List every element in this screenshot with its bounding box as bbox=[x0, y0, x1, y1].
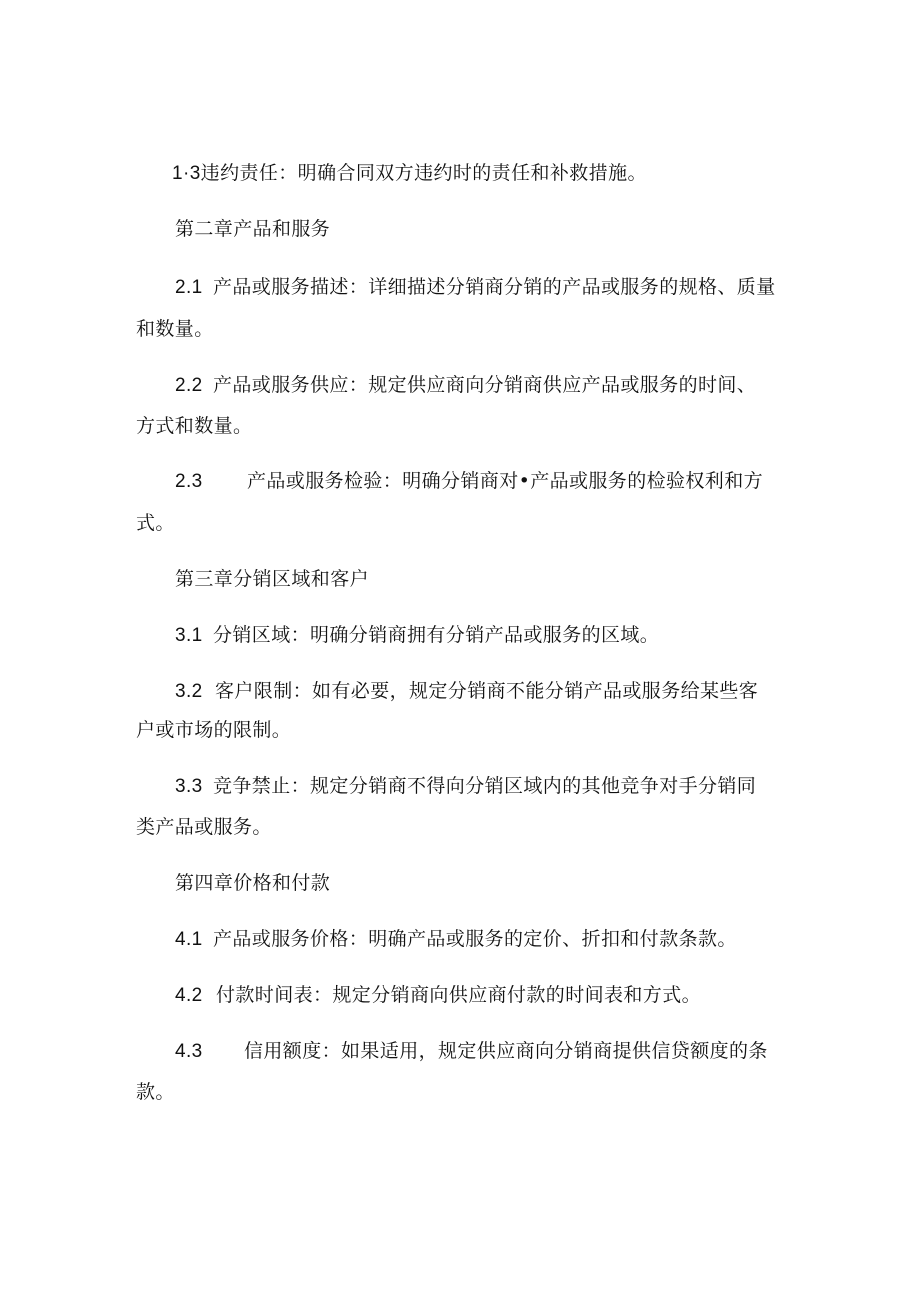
clause-number: 3.2 bbox=[175, 681, 203, 702]
clause-2-3 bbox=[175, 469, 763, 494]
clause-2-1-cont: 和数量。 bbox=[136, 318, 214, 340]
clause-number: 4.1 bbox=[175, 929, 203, 950]
clause-3-3 bbox=[175, 774, 756, 799]
clause-2-3-cont: 式。 bbox=[136, 512, 175, 534]
chapter-3-heading: 第三章分销区域和客户 bbox=[175, 568, 370, 590]
clause-2-2-cont: 方式和数量。 bbox=[136, 415, 253, 437]
clause-text: 产品或服务供应：规定供应商向分销商供应产品或服务的时间、 bbox=[213, 374, 757, 396]
clause-1-3 bbox=[172, 161, 647, 186]
clause-text: 竞争禁止：规定分销商不得向分销区域内的其他竞争对手分销同 bbox=[213, 775, 757, 797]
clause-text: 违约责任：明确合同双方违约时的责任和补救措施。 bbox=[200, 162, 647, 184]
clause-number: 4.3 bbox=[175, 1041, 203, 1062]
clause-text: 产品或服务检验：明确分销商对•产品或服务的检验权利和方 bbox=[247, 470, 764, 492]
chapter-2-heading: 第二章产品和服务 bbox=[175, 218, 331, 240]
clause-text: 客户限制：如有必要，规定分销商不能分销产品或服务给某些客 bbox=[215, 680, 759, 702]
clause-text: 信用额度：如果适用，规定供应商向分销商提供信贷额度的条 bbox=[244, 1040, 768, 1062]
clause-number: 1·3 bbox=[172, 163, 201, 184]
clause-3-2 bbox=[175, 679, 758, 704]
clause-number: 3.1 bbox=[175, 625, 203, 646]
clause-4-1 bbox=[175, 927, 737, 952]
clause-3-3-cont: 类产品或服务。 bbox=[136, 816, 272, 838]
clause-3-1 bbox=[175, 623, 659, 648]
clause-text: 产品或服务描述：详细描述分销商分销的产品或服务的规格、质量 bbox=[213, 276, 776, 298]
clause-4-2 bbox=[175, 983, 701, 1008]
clause-2-1 bbox=[175, 275, 776, 300]
clause-number: 2.2 bbox=[175, 375, 203, 396]
clause-number: 3.3 bbox=[175, 776, 203, 797]
clause-4-3 bbox=[175, 1039, 768, 1064]
clause-text: 付款时间表：规定分销商向供应商付款的时间表和方式。 bbox=[216, 984, 702, 1006]
clause-number: 4.2 bbox=[175, 985, 203, 1006]
chapter-4-heading: 第四章价格和付款 bbox=[175, 872, 331, 894]
clause-4-3-cont: 款。 bbox=[136, 1081, 175, 1103]
clause-text: 分销区域：明确分销商拥有分销产品或服务的区域。 bbox=[213, 624, 660, 646]
clause-number: 2.3 bbox=[175, 471, 203, 492]
clause-3-2-cont: 户或市场的限制。 bbox=[136, 719, 292, 741]
clause-text: 产品或服务价格：明确产品或服务的定价、折扣和付款条款。 bbox=[213, 928, 737, 950]
clause-2-2 bbox=[175, 373, 756, 398]
clause-number: 2.1 bbox=[175, 277, 203, 298]
